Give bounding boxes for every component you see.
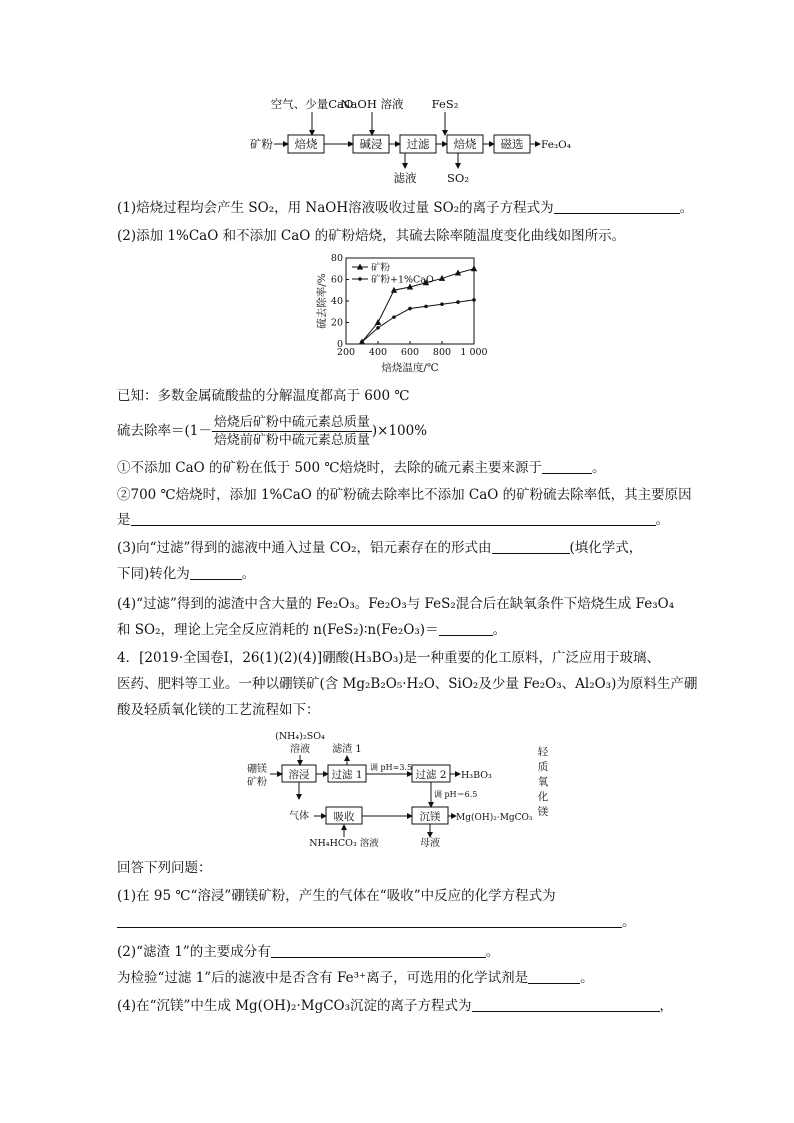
flow1-start-ore: 矿粉 xyxy=(250,137,273,151)
legend-marker-dot xyxy=(358,277,362,281)
answer-blank-3b[interactable] xyxy=(190,565,242,580)
question-3-end: 。 xyxy=(241,566,256,582)
sub-question-1-end: 。 xyxy=(622,914,636,930)
answer-blank-b3[interactable] xyxy=(528,969,580,984)
formula-numerator: 焙烧后矿粉中硫元素总质量 xyxy=(213,415,370,430)
flow2-final-3: 氧 xyxy=(537,776,549,788)
x-tick-label: 800 xyxy=(432,347,452,358)
data-point-dot xyxy=(408,307,412,311)
question-2b-end: 。 xyxy=(655,512,669,528)
legend-label-2: 矿粉+1%CaO xyxy=(371,274,434,286)
answer-blank-b2[interactable] xyxy=(271,943,486,958)
x-axis-label: 焙烧温度/℃ xyxy=(381,362,439,374)
sub-question-2 xyxy=(117,942,499,962)
sub-question-1 xyxy=(117,886,556,906)
flow2-ph-65: 调 pH＝6.5 xyxy=(434,790,478,799)
legend-label-1: 矿粉 xyxy=(371,262,391,274)
x-tick-label: 600 xyxy=(400,347,420,358)
y-axis-label: 硫去除率/% xyxy=(316,273,328,329)
problem-4-line2 xyxy=(117,674,697,694)
problem-4-intro-3: 酸及轻质氧化镁的工艺流程如下： xyxy=(117,702,320,718)
answer-prompt xyxy=(117,858,212,878)
question-3-hint: (填化学式， xyxy=(569,540,643,556)
known-condition-text: 已知：多数金属硫酸盐的分解温度都高于 600 ℃ xyxy=(117,388,410,404)
sub-question-3-text: 为检验“过滤 1”后的滤液中是否含有 Fe³⁺离子，可选用的化学试剂是 xyxy=(117,970,529,986)
y-tick-label: 40 xyxy=(330,296,343,307)
flow2-mother-liquor: 母液 xyxy=(420,838,440,849)
sub-question-4 xyxy=(117,996,673,1016)
question-2b xyxy=(117,485,692,505)
question-4-end: 。 xyxy=(492,622,507,638)
answer-blank-3a[interactable] xyxy=(492,539,570,554)
y-tick-label: 80 xyxy=(330,253,343,264)
sub-question-4-text: (4)在“沉镁”中生成 Mg(OH)₂·MgCO₃沉淀的离子方程式为 xyxy=(117,998,472,1014)
flow2-final-5: 镁 xyxy=(537,806,549,818)
sub-question-1-cont xyxy=(117,912,636,932)
flow2-box-filter2-label: 过滤 2 xyxy=(415,769,447,781)
flow2-reagent: (NH₄)₂SO₄ xyxy=(275,731,325,742)
flow1-box-alkali-leach-label: 碱浸 xyxy=(359,137,383,151)
flow1-input-naoh: NaOH 溶液 xyxy=(340,97,404,111)
question-1-text: (1)焙烧过程均会产生 SO₂，用 NaOH溶液吸收过量 SO₂的离子方程式为 xyxy=(117,200,554,216)
sub-question-1-text: (1)在 95 ℃“溶浸”硼镁矿粉，产生的气体在“吸收”中反应的化学方程式为 xyxy=(117,888,556,904)
flow1-box-magnetic-label: 磁选 xyxy=(500,137,524,151)
x-tick-label: 1 000 xyxy=(460,347,488,358)
flow2-ph-35: 调 pH≈3.5 xyxy=(370,763,413,772)
known-condition xyxy=(117,386,409,406)
sub-question-2-end: 。 xyxy=(485,944,500,960)
data-point-dot xyxy=(360,340,364,344)
question-3 xyxy=(117,538,642,558)
flow2-final-4: 化 xyxy=(537,791,549,803)
question-1 xyxy=(117,198,693,218)
question-1-end: 。 xyxy=(679,200,694,216)
question-2b-line2: 是 xyxy=(117,512,131,528)
data-point-dot xyxy=(440,302,444,306)
flow1-input-air-cao: 空气、少量CaO xyxy=(270,97,354,111)
y-tick-label: 20 xyxy=(330,317,343,329)
question-2b-line1: ②700 ℃焙烧时，添加 1%CaO 的矿粉硫去除率比不添加 CaO 的矿粉硫去除率低，其主要原因 xyxy=(117,487,692,503)
flow2-box-absorb-label: 吸收 xyxy=(333,811,355,823)
data-point-dot xyxy=(424,305,428,309)
answer-blank-4[interactable] xyxy=(439,621,493,636)
sub-question-2-text: (2)“滤渣 1”的主要成分有 xyxy=(117,944,271,960)
question-4 xyxy=(117,594,674,614)
flow2-product-h3bo3: H₃BO₃ xyxy=(461,770,492,781)
y-tick-label: 0 xyxy=(336,339,343,350)
problem-4-line1 xyxy=(117,648,660,668)
flow2-final-2: 质 xyxy=(537,761,549,773)
answer-blank-2a[interactable] xyxy=(542,459,592,474)
question-2 xyxy=(117,226,625,246)
flow2-final-1: 轻 xyxy=(537,746,549,758)
question-2a-end: 。 xyxy=(591,460,606,476)
x-tick-label: 200 xyxy=(336,347,356,358)
flow-diagram-2 xyxy=(240,727,560,849)
sub-question-3-end: 。 xyxy=(580,970,594,986)
flow2-box-filter1-label: 过滤 1 xyxy=(331,769,363,781)
sulfur-removal-chart xyxy=(308,250,488,378)
answer-blank-b4[interactable] xyxy=(472,997,660,1012)
problem-4-line3 xyxy=(117,700,320,720)
flow1-input-fes2: FeS₂ xyxy=(431,97,459,111)
answer-blank-2b[interactable] xyxy=(131,511,656,526)
formula-rhs: )×100% xyxy=(371,423,428,439)
question-3-cont xyxy=(117,564,255,584)
data-point-dot xyxy=(472,298,476,302)
flow1-so2: SO₂ xyxy=(447,171,469,185)
question-4-line1: (4)“过滤”得到的滤渣中含大量的 Fe₂O₃。Fe₂O₃与 FeS₂混合后在缺氧条件下焙烧生成 Fe₃O₄ xyxy=(117,596,675,612)
question-2b-cont xyxy=(117,510,669,530)
flow2-reagent-solution: 溶液 xyxy=(290,744,310,755)
answer-blank-1[interactable] xyxy=(554,199,680,214)
question-2a-text: ①不添加 CaO 的矿粉在低于 500 ℃焙烧时，去除的硫元素主要来源于 xyxy=(117,460,542,476)
data-point-dot xyxy=(456,300,460,304)
flow-diagram-1 xyxy=(240,92,571,190)
flow2-nh4hco3: NH₄HCO₃ 溶液 xyxy=(309,838,379,849)
flow1-box-filter-label: 过滤 xyxy=(406,137,430,151)
data-point-triangle xyxy=(471,265,477,271)
sub-question-3 xyxy=(117,968,594,988)
removal-rate-formula xyxy=(117,412,427,450)
flow2-ore-1: 硼镁 xyxy=(247,764,267,775)
answer-blank-b1[interactable] xyxy=(117,913,622,928)
flow1-box-roast1-label: 焙烧 xyxy=(294,137,318,151)
formula-fraction xyxy=(212,414,372,449)
flow1-box-roast2-label: 焙烧 xyxy=(453,137,477,151)
chart-frame xyxy=(346,258,474,344)
formula-lhs: 硫去除率＝(1－ xyxy=(117,423,212,439)
problem-4-intro-2: 医药、肥料等工业。一种以硼镁矿(含 Mg₂B₂O₅·H₂O、SiO₂及少量 Fe₂O₃、Al₂O₃)为原料生产硼 xyxy=(117,676,698,692)
question-2-text: (2)添加 1%CaO 和不添加 CaO 的矿粉焙烧，其硫去除率随温度变化曲线如图所示。 xyxy=(117,228,626,244)
flow2-ore-2: 矿粉 xyxy=(247,777,267,788)
y-tick-label: 60 xyxy=(330,274,343,286)
data-point-dot xyxy=(392,315,396,319)
flow1-product: Fe₃O₄ xyxy=(541,139,571,151)
flow2-box-dissolve-label: 溶浸 xyxy=(288,769,310,781)
question-4-line2: 和 SO₂，理论上完全反应消耗的 n(FeS₂)∶n(Fe₂O₃)＝ xyxy=(117,622,439,638)
sub-question-4-end: ， xyxy=(659,998,674,1014)
flow1-filtrate: 滤液 xyxy=(393,171,417,185)
answer-prompt-text: 回答下列问题： xyxy=(117,860,212,876)
flow2-product-mg: Mg(OH)₂·MgCO₃ xyxy=(456,813,533,823)
question-4-cont xyxy=(117,620,506,640)
flow2-box-precipitate-label: 沉镁 xyxy=(419,811,441,823)
data-point-triangle xyxy=(375,319,381,325)
problem-4-intro-1: 4．[2019·全国卷Ⅰ，26(1)(2)(4)]硼酸(H₃BO₃)是一种重要的化工原料，广泛应用于玻璃、 xyxy=(117,650,661,666)
flow2-residue: 滤渣 1 xyxy=(332,744,362,755)
x-tick-label: 400 xyxy=(368,347,388,358)
question-3-text: (3)向“过滤”得到的滤液中通入过量 CO₂，铝元素存在的形式由 xyxy=(117,540,492,556)
question-3-line2: 下同)转化为 xyxy=(117,566,190,582)
flow2-gas: 气体 xyxy=(289,811,309,822)
formula-denominator: 焙烧前矿粉中硫元素总质量 xyxy=(213,433,370,448)
data-point-dot xyxy=(376,326,380,330)
question-2a xyxy=(117,458,605,478)
